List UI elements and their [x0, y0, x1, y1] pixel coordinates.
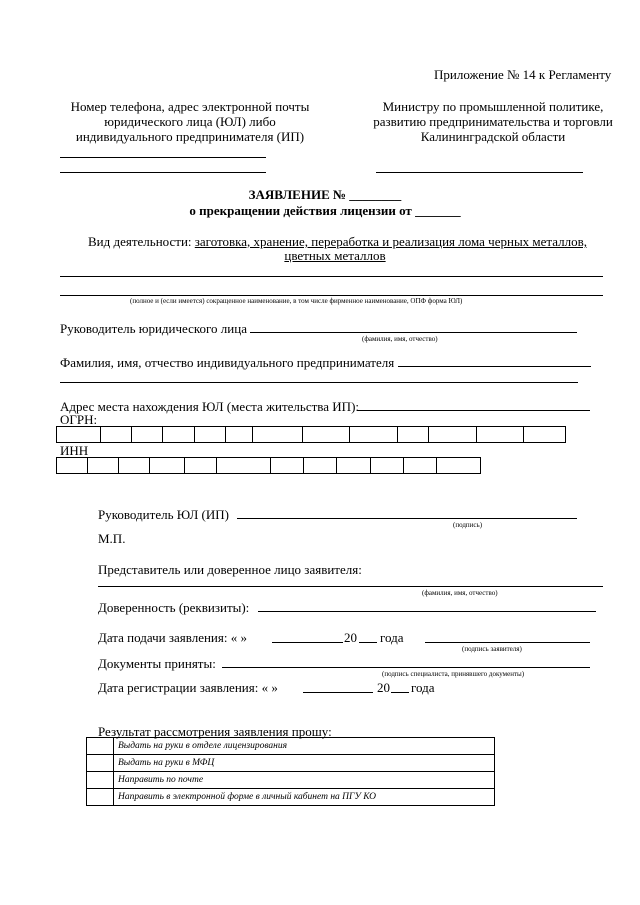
reg-year-label: 20: [377, 680, 390, 695]
result-option-label: Выдать на руки в отделе лицензирования: [114, 738, 495, 755]
result-option-label: Направить по почте: [114, 772, 495, 789]
ip-fio-field-2[interactable]: [60, 382, 578, 383]
signature-hint: (подпись): [453, 521, 483, 529]
inn-cell[interactable]: [57, 458, 88, 474]
org-name-line-1[interactable]: [60, 276, 603, 277]
addressee-line-1: Министру по промышленной политике,: [382, 99, 604, 114]
ogrn-cell[interactable]: [476, 427, 524, 443]
activity-value: заготовка, хранение, переработка и реализация лома черных металлов,: [194, 234, 588, 249]
activity-label: Вид деятельности:: [88, 234, 192, 249]
result-option-row[interactable]: [87, 772, 495, 789]
result-options-table: [86, 737, 495, 806]
inn-cell[interactable]: [370, 458, 403, 474]
head-label: Руководитель юридического лица: [60, 321, 247, 336]
contact-block: [50, 99, 330, 144]
ogrn-cell[interactable]: [194, 427, 225, 443]
addressee-block: [352, 99, 634, 144]
inn-cell[interactable]: [150, 458, 185, 474]
inn-cell[interactable]: [88, 458, 119, 474]
inn-label: ИНН: [60, 443, 89, 458]
ip-fio-field[interactable]: [398, 366, 591, 367]
result-option-checkbox[interactable]: [87, 755, 114, 772]
power-of-attorney-label: Доверенность (реквизиты):: [98, 600, 250, 615]
representative-field[interactable]: [98, 586, 603, 587]
org-name-line-2[interactable]: [60, 295, 603, 296]
ogrn-cell[interactable]: [163, 427, 194, 443]
representative-hint: (фамилия, имя, отчество): [422, 589, 498, 597]
head-signature-field[interactable]: [237, 518, 577, 519]
inn-cell[interactable]: [337, 458, 370, 474]
contact-line-1: Номер телефона, адрес электронной почты: [70, 99, 310, 114]
reg-year-suffix: года: [411, 680, 435, 695]
ogrn-cell[interactable]: [524, 427, 566, 443]
ogrn-label: ОГРН:: [60, 412, 98, 427]
result-option-row[interactable]: [87, 789, 495, 806]
submit-month-field[interactable]: [272, 642, 343, 643]
inn-cell[interactable]: [119, 458, 150, 474]
application-subtitle: о прекращении действия лицензии от _______: [189, 203, 461, 218]
result-option-label: Выдать на руки в МФЦ: [114, 755, 495, 772]
head-fio-hint: (фамилия, имя, отчество): [362, 335, 438, 343]
result-option-label: Направить в электронной форме в личный кабинет на ПГУ КО: [114, 789, 495, 806]
contact-input-line-2[interactable]: [60, 172, 266, 173]
submit-year-field[interactable]: [359, 642, 377, 643]
addressee-line-3: Калининградской области: [420, 129, 566, 144]
ogrn-cell[interactable]: [397, 427, 428, 443]
head-ip-label: Руководитель ЮЛ (ИП): [98, 507, 229, 522]
submit-date-label: Дата подачи заявления: « »: [98, 630, 247, 645]
inn-cell[interactable]: [304, 458, 337, 474]
head-fio-field[interactable]: [250, 332, 577, 333]
seal-label: М.П.: [98, 531, 126, 546]
ogrn-cell[interactable]: [100, 427, 131, 443]
reg-month-field[interactable]: [303, 692, 373, 693]
address-label: Адрес места нахождения ЮЛ (места жительства ИП):: [60, 399, 360, 414]
ogrn-cell[interactable]: [57, 427, 101, 443]
addressee-input-line[interactable]: [376, 172, 583, 173]
result-option-row[interactable]: [87, 755, 495, 772]
result-option-row[interactable]: [87, 738, 495, 755]
ogrn-cell[interactable]: [131, 427, 162, 443]
applicant-signature-hint: (подпись заявителя): [462, 645, 522, 653]
contact-input-line-1[interactable]: [60, 157, 266, 158]
ogrn-cell[interactable]: [429, 427, 477, 443]
ip-label: Фамилия, имя, отчество индивидуального предпринимателя: [60, 355, 395, 370]
power-of-attorney-field[interactable]: [258, 611, 596, 612]
ogrn-cell[interactable]: [302, 427, 350, 443]
inn-cell[interactable]: [403, 458, 436, 474]
addressee-line-2: развитию предпринимательства и торговли: [373, 114, 613, 129]
result-option-checkbox[interactable]: [87, 772, 114, 789]
org-name-hint: (полное и (если имеется) сокращенное наименование, в том числе фирменное наименование, ОПФ форма ЮЛ): [130, 297, 463, 305]
address-field[interactable]: [357, 410, 590, 411]
inn-cell[interactable]: [271, 458, 304, 474]
inn-grid[interactable]: [56, 457, 481, 474]
specialist-signature-hint: (подпись специалиста, принявшего документы): [382, 670, 525, 678]
inn-cell[interactable]: [437, 458, 481, 474]
result-label: Результат рассмотрения заявления прошу:: [98, 724, 332, 739]
ogrn-grid[interactable]: [56, 426, 566, 443]
reg-year-field[interactable]: [391, 692, 409, 693]
accepted-field[interactable]: [222, 667, 590, 668]
activity-value-cont: цветных металлов: [284, 248, 386, 263]
submit-year-suffix: года: [380, 630, 404, 645]
contact-line-3: индивидуального предпринимателя (ИП): [75, 129, 305, 144]
applicant-signature-field[interactable]: [425, 642, 590, 643]
ogrn-cell[interactable]: [225, 427, 252, 443]
reg-date-label: Дата регистрации заявления: « »: [98, 680, 278, 695]
appendix-label: Приложение № 14 к Регламенту: [434, 67, 612, 82]
inn-cell[interactable]: [216, 458, 271, 474]
inn-cell[interactable]: [185, 458, 216, 474]
application-title: ЗАЯВЛЕНИЕ № ________: [248, 187, 402, 202]
result-option-checkbox[interactable]: [87, 789, 114, 806]
result-option-checkbox[interactable]: [87, 738, 114, 755]
ogrn-cell[interactable]: [253, 427, 303, 443]
submit-year-label: 20: [344, 630, 357, 645]
representative-label: Представитель или доверенное лицо заявителя:: [98, 562, 362, 577]
contact-line-2: юридического лица (ЮЛ) либо: [104, 114, 276, 129]
ogrn-cell[interactable]: [350, 427, 398, 443]
accepted-label: Документы приняты:: [98, 656, 216, 671]
